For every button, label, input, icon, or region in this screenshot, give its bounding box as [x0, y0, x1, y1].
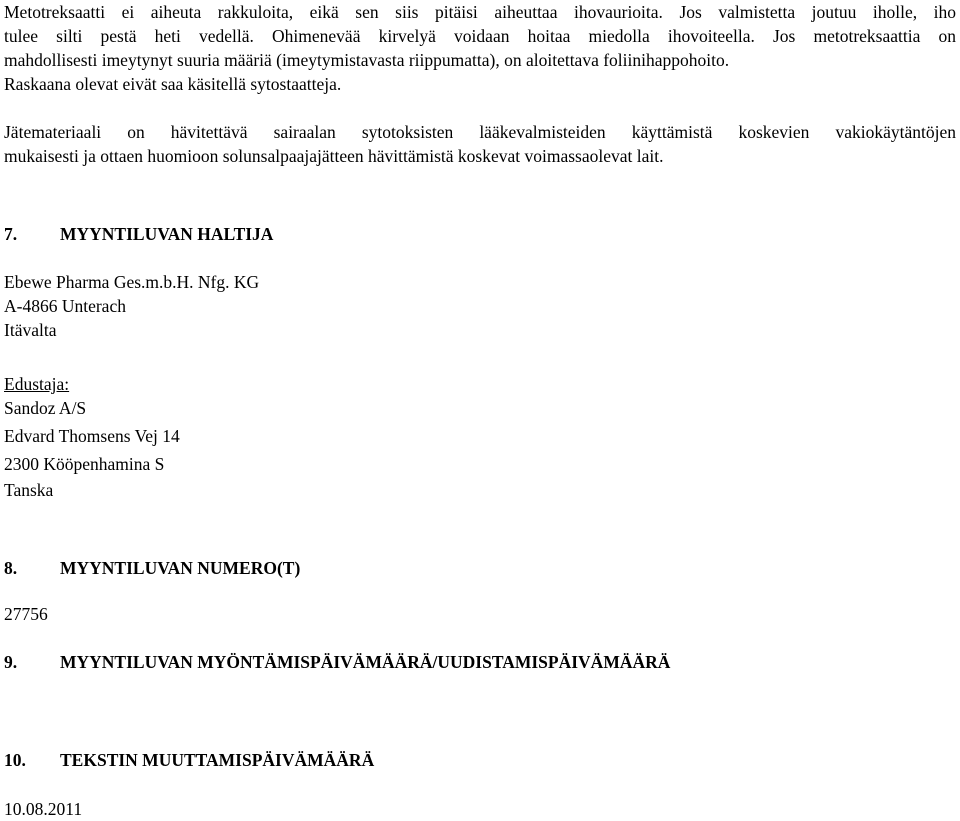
- waste-disposal-paragraph: [4, 120, 956, 168]
- representative-line: Sandoz A/S: [4, 398, 87, 418]
- section-number: 10.: [4, 750, 26, 770]
- holder-line: Ebewe Pharma Ges.m.b.H. Nfg. KG: [4, 272, 260, 292]
- holder-line: Itävalta: [4, 320, 57, 340]
- section-9-heading: [4, 650, 670, 674]
- representative-line: Edvard Thomsens Vej 14: [4, 426, 180, 446]
- paragraph-line: Jätemateriaali on hävitettävä sairaalan sytotoksisten lääkevalmisteiden käyttämistä koskevien vakiokäytäntöjen: [4, 122, 956, 142]
- section-number: 8.: [4, 558, 18, 578]
- section-title: MYYNTILUVAN HALTIJA: [60, 224, 274, 244]
- revision-date: 10.08.2011: [4, 799, 83, 819]
- section-number: 9.: [4, 652, 18, 672]
- paragraph-line: tulee silti pestä heti vedellä. Ohimenevää kirvelyä voidaan hoitaa miedolla ihovoiteella. Jos metotreksaattia on: [4, 26, 956, 46]
- holder-line: A-4866 Unterach: [4, 296, 126, 316]
- paragraph-line: Raskaana olevat eivät saa käsitellä sytostaatteja.: [4, 74, 342, 94]
- section-8-heading: [4, 556, 300, 580]
- representative-line: 2300 Kööpenhamina S: [4, 454, 165, 474]
- paragraph-line: Metotreksaatti ei aiheuta rakkuloita, eikä sen siis pitäisi aiheuttaa ihovaurioita. Jos valmistetta joutuu iholle, iho: [4, 2, 956, 22]
- section-10-heading: [4, 748, 374, 772]
- paragraph-line: mahdollisesti imeytynyt suuria määriä (imeytymistavasta riippumatta), on aloitettava foliinihappohoito.: [4, 50, 730, 70]
- disposal-skin-contact-paragraph: [4, 0, 956, 96]
- authorisation-number: 27756: [4, 604, 48, 624]
- section-title: MYYNTILUVAN NUMERO(T): [60, 558, 301, 578]
- section-number: 7.: [4, 224, 18, 244]
- section-7-heading: [4, 222, 273, 246]
- representative-label: Edustaja:: [4, 374, 70, 394]
- representative-line: Tanska: [4, 480, 54, 500]
- section-title: TEKSTIN MUUTTAMISPÄIVÄMÄÄRÄ: [60, 750, 375, 770]
- section-title: MYYNTILUVAN MYÖNTÄMISPÄIVÄMÄÄRÄ/UUDISTAMISPÄIVÄMÄÄRÄ: [60, 652, 671, 672]
- paragraph-line: mukaisesti ja ottaen huomioon solunsalpaajajätteen hävittämistä koskevat voimassaolevat lait.: [4, 146, 664, 166]
